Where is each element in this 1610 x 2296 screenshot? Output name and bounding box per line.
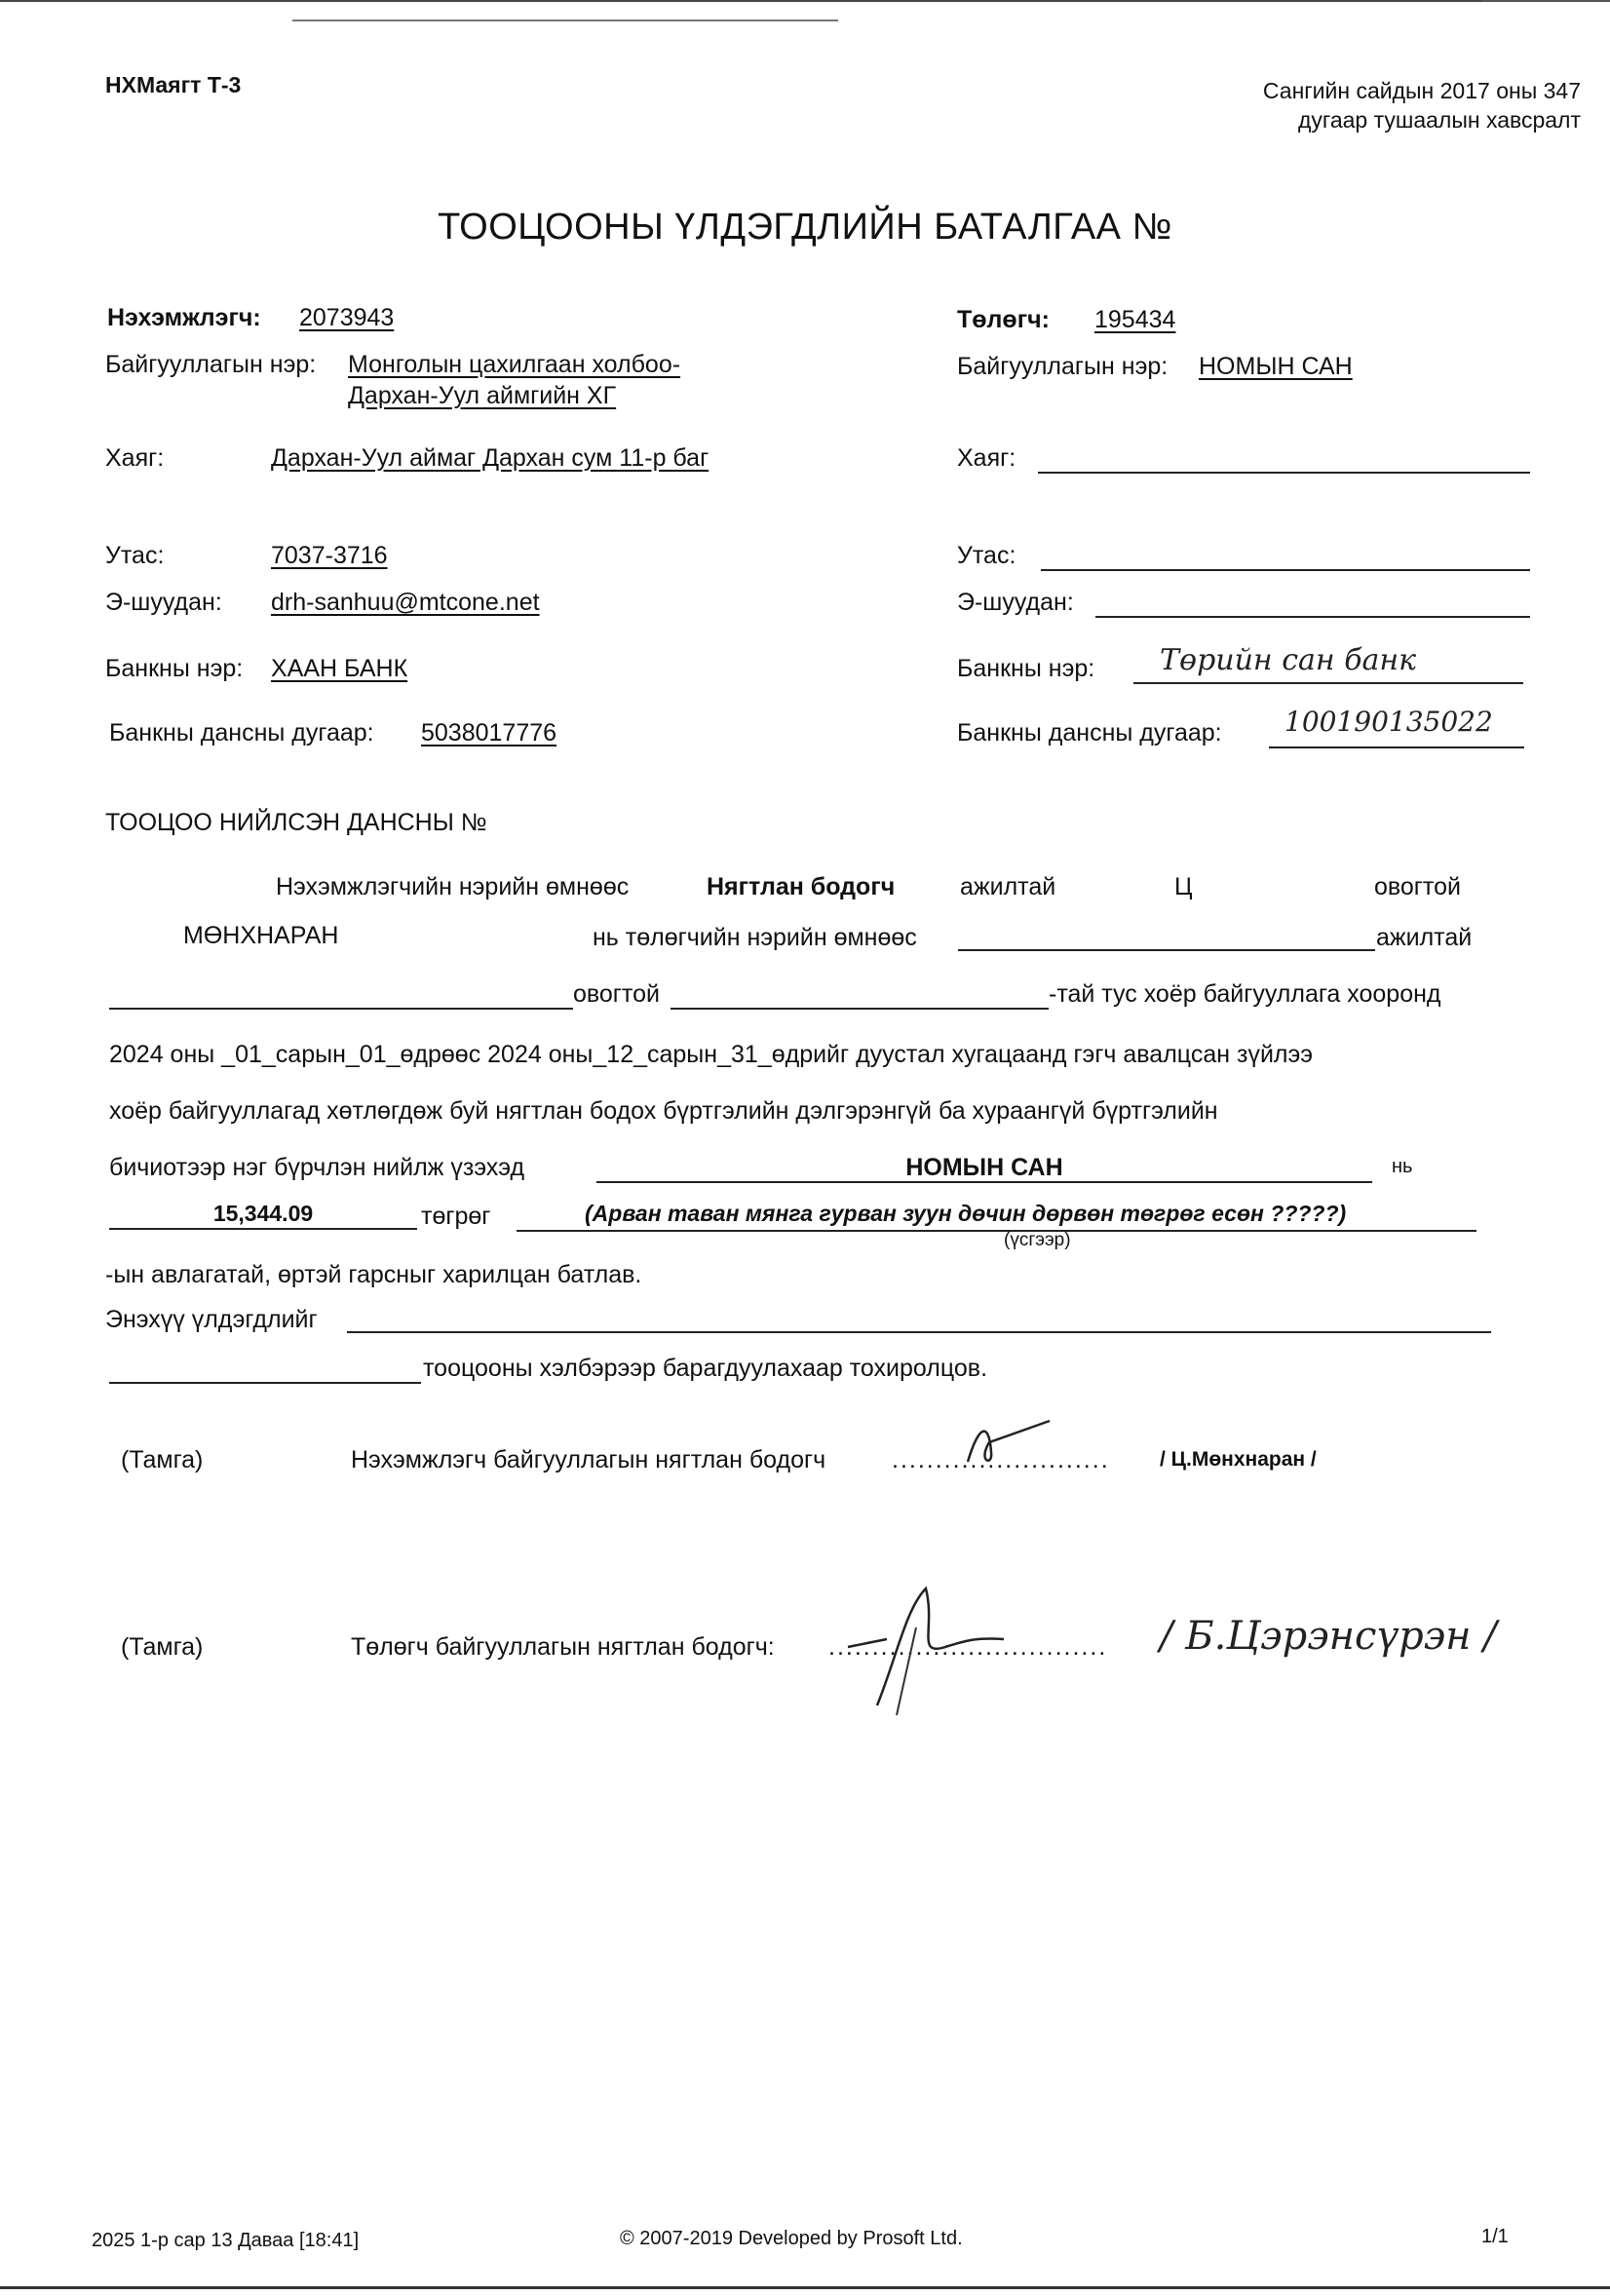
claimant-signature-mark: [960, 1413, 1057, 1472]
p8-confirm: -ын авлагатай, өртэй гарсныг харилцан батлав.: [105, 1261, 642, 1288]
payer-org-label: Байгууллагын нэр:: [957, 353, 1169, 380]
claimant-bank: ХААН БАНК: [271, 655, 408, 682]
scan-bottom-edge: [0, 2286, 1610, 2289]
payer-address-label: Хаяг:: [957, 444, 1016, 472]
payer-label: Төлөгч:: [957, 306, 1050, 333]
claimant-email: drh-sanhuu@mtcone.net: [271, 589, 540, 616]
account-heading: ТООЦОО НИЙЛСЭН ДАНСНЫ №: [105, 809, 487, 836]
scan-top-edge: [0, 0, 1610, 8]
payer-email-label: Э-шуудан:: [957, 589, 1074, 616]
claimant-account-label: Банкны дансны дугаар:: [109, 719, 374, 746]
payer-signature-mark: [828, 1569, 1023, 1725]
claimant-org-name-line1: Монголын цахилгаан холбоо-: [348, 351, 681, 378]
p1-position: ажилтай: [960, 873, 1056, 900]
p2-blank-line: [958, 949, 1375, 951]
p6-checked: бичиотээр нэг бүрчлэн нийлж үзэхэд: [109, 1154, 525, 1181]
claimant-org-label: Байгууллагын нэр:: [105, 351, 317, 378]
payer-phone-label: Утас:: [957, 542, 1016, 569]
stamp-label-payer: (Тамга): [121, 1633, 204, 1661]
footer-page: 1/1: [1481, 2226, 1509, 2247]
claimant-email-label: Э-шуудан:: [105, 589, 222, 616]
footer-date: 2025 1-р сар 13 Даваа [18:41]: [92, 2230, 360, 2251]
document-title: ТООЦООНЫ ҮЛДЭГДЛИЙН БАТАЛГАА №: [438, 207, 1172, 248]
claimant-signature-dots: .........................: [892, 1446, 1110, 1473]
claimant-accountant-label: Нэхэмжлэгч байгууллагын нягтлан бодогч: [351, 1446, 826, 1473]
claimant-phone: 7037-3716: [271, 542, 388, 569]
p1-initial: Ц: [1174, 873, 1193, 900]
payer-bank-label: Банкны нэр:: [957, 655, 1095, 682]
scan-artifact-corner: [1481, 0, 1610, 18]
claimant-label: Нэхэмжлэгч:: [107, 304, 261, 331]
claimant-signer: / Ц.Мөнхнаран /: [1160, 1448, 1317, 1471]
p6-org-line: [596, 1181, 1372, 1183]
payer-bank-line: [1133, 682, 1523, 684]
p4-period: 2024 оны _01_сарын_01_өдрөөс 2024 оны_12_сарын_31_өдрийг дуустал хугацаанд гэгч авалцсан зүйлээ: [109, 1041, 1314, 1068]
payer-accountant-label: Төлөгч байгууллагын нягтлан бодогч:: [351, 1633, 775, 1661]
p9-blank-line: [347, 1331, 1491, 1333]
amount-currency: төгрөг: [421, 1203, 491, 1230]
payer-account-line: [1269, 746, 1524, 748]
payer-phone-line: [1041, 569, 1530, 571]
payer-account-handwritten: 100190135022: [1284, 706, 1493, 738]
p5-records: хоёр байгууллагад хөтлөгдөж буй нягтлан бодох бүртгэлийн дэлгэрэнгүй ба хураангүй бүртгэлийн: [109, 1097, 1218, 1125]
stamp-label-claimant: (Тамга): [121, 1446, 204, 1473]
p3-blank-line2: [671, 1008, 1049, 1010]
amount-words-caption: (үсгээр): [1004, 1230, 1071, 1250]
form-code: НХМаягт Т-3: [105, 72, 242, 97]
p1-role: Нягтлан бодогч: [707, 873, 896, 900]
order-ref-line2: дугаар тушаалын хавсралт: [1298, 107, 1581, 133]
payer-signature-dots: ................................: [828, 1633, 1108, 1661]
p10-settlement: тооцооны хэлбэрээр барагдуулахаар тохиролцов.: [423, 1355, 988, 1382]
payer-org-name: НОМЫН САН: [1199, 353, 1353, 380]
payer-bank-handwritten: Төрийн сан банк: [1160, 643, 1417, 677]
amount-words-line: [517, 1230, 1476, 1232]
claimant-org-name-line2: Дархан-Уул аймгийн ХГ: [348, 382, 617, 409]
p2-payer-behalf: нь төлөгчийн нэрийн өмнөөс: [593, 924, 917, 951]
p3-between: -тай тус хоёр байгууллага хооронд: [1049, 980, 1441, 1008]
p10-blank-line: [109, 1382, 421, 1384]
p2-position: ажилтай: [1376, 924, 1473, 951]
payer-address-line: [1038, 472, 1530, 474]
amount-line: [109, 1228, 417, 1230]
p1-claimant-behalf: Нэхэмжлэгчийн нэрийн өмнөөс: [276, 873, 630, 900]
amount-words: (Арван таван мянга гурван зуун дөчин дөрвөн төгрөг есөн ?????): [585, 1201, 1347, 1226]
claimant-address: Дархан-Уул аймаг Дархан сум 11-р баг: [271, 444, 709, 472]
claimant-phone-label: Утас:: [105, 542, 165, 569]
p6-suffix: нь: [1392, 1156, 1413, 1177]
p1-surname-label: овогтой: [1374, 873, 1461, 900]
claimant-id: 2073943: [299, 304, 395, 331]
footer-copyright: © 2007-2019 Developed by Prosoft Ltd.: [620, 2228, 963, 2249]
p3-surname-label: овогтой: [573, 980, 660, 1008]
claimant-address-label: Хаяг:: [105, 444, 165, 472]
payer-account-label: Банкны дансны дугаар:: [957, 719, 1222, 746]
payer-id: 195434: [1094, 306, 1176, 333]
p2-name: МӨНХНАРАН: [183, 922, 339, 949]
p3-blank-line1: [109, 1008, 573, 1010]
claimant-bank-label: Банкны нэр:: [105, 655, 244, 682]
order-ref-line1: Сангийн сайдын 2017 оны 347: [1262, 78, 1581, 103]
p6-org: НОМЫН САН: [905, 1154, 1063, 1181]
payer-signer-handwritten: / Б.Цэрэнсүрэн /: [1160, 1614, 1497, 1659]
p9-balance: Энэхүү үлдэгдлийг: [105, 1306, 318, 1333]
amount-value: 15,344.09: [212, 1201, 314, 1226]
scan-artifact-line: [292, 19, 838, 21]
payer-email-line: [1095, 616, 1530, 618]
claimant-account: 5038017776: [421, 719, 557, 746]
